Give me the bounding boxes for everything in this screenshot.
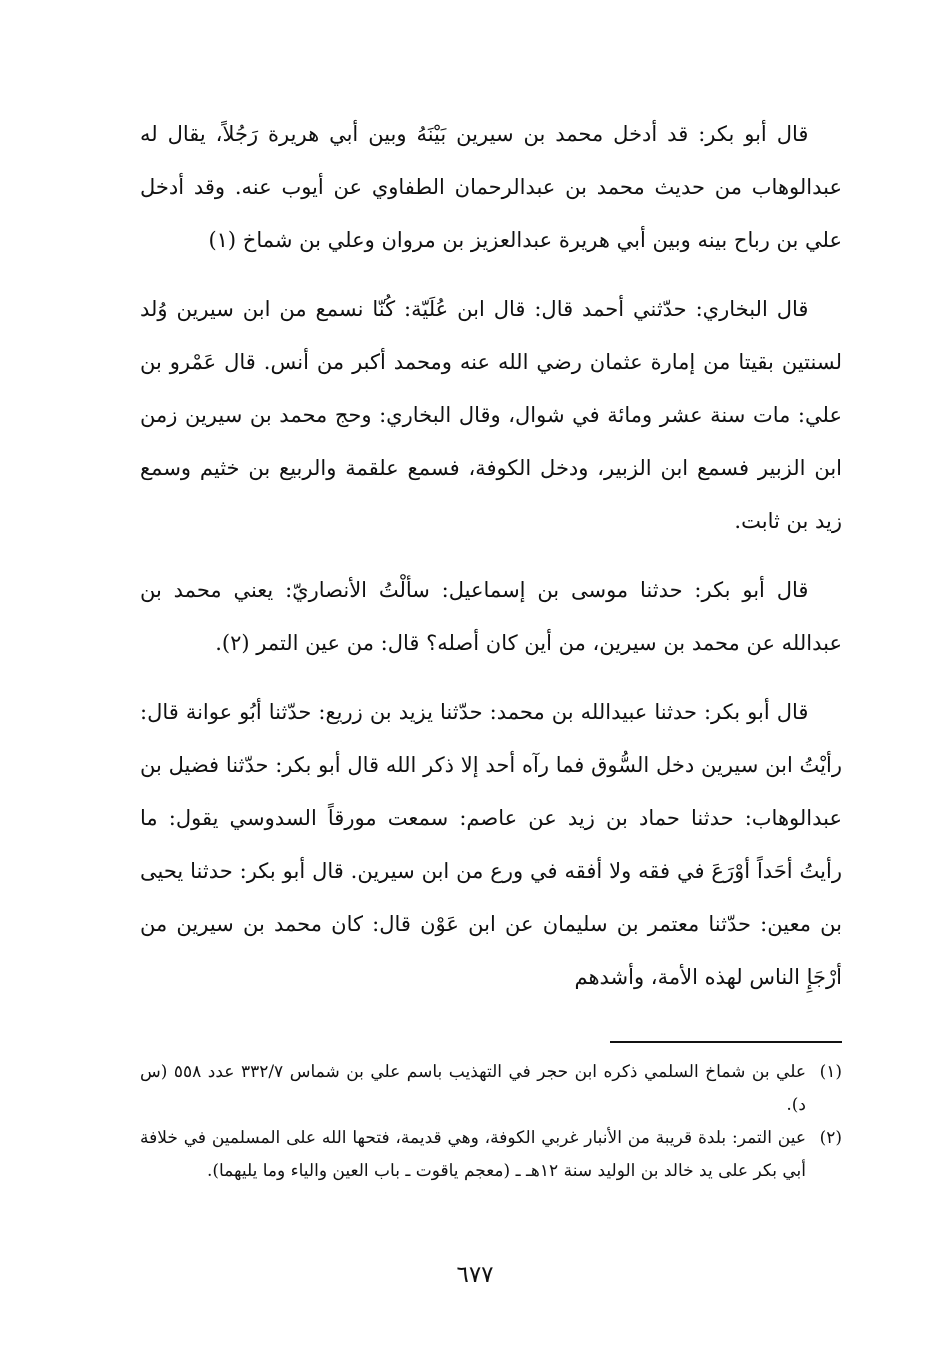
footnote-separator: [610, 1041, 842, 1043]
paragraph-4: قال أبو بكر: حدثنا عبيدالله بن محمد: حدّثنا يزيد بن زريع: حدّثنا أبُو عوانة قال: رأيْتُ ابن سيرين دخل السُّوق فما رآه أحد إلا ذكر الله قال أبو بكر: حدّثنا فضيل بن عبدالوهاب: حدثنا حماد بن زيد عن عاصم: سمعت مورقاً السدوسي يقول: ما رأيتُ أحَداً أوْرَعَ في فقه ولا أفقه في ورع من ابن سيرين. قال أبو بكر: حدثنا يحيى بن معين: حدّثنا معتمر بن سليمان عن ابن عَوْن قال: كان محمد بن سيرين من أرْجَإِ الناس لهذه الأمة، وأشدهم: [140, 700, 842, 989]
footnote-2: [140, 1122, 842, 1188]
page-number: ٦٧٧: [456, 1262, 494, 1288]
footnotes: [140, 1056, 842, 1188]
paragraph-1: قال أبو بكر: قد أدخل محمد بن سيرين بَيْنَهُ وبين أبي هريرة رَجُلاً، يقال له عبدالوهاب من حديث محمد بن عبدالرحمان الطفاوي عن أيوب عنه. وقد أدخل علي بن رباح بينه وبين أبي هريرة عبدالعزيز بن مروان وعلي بن شماخ (١): [140, 122, 842, 252]
main-text: [140, 108, 842, 1004]
footnote-number: (٢): [819, 1128, 842, 1148]
paragraph-2: قال البخاري: حدّثني أحمد قال: قال ابن عُلَيّة: كُنّا نسمع من ابن سيرين وُلد لسنتين بقيتا من إمارة عثمان رضي الله عنه ومحمد أكبر من أنس. قال عَمْرو بن علي: مات سنة عشر ومائة في شوال، وقال البخاري: وحج محمد بن سيرين زمن ابن الزبير فسمع ابن الزبير، ودخل الكوفة، فسمع علقمة والربيع بن خثيم وسمع زيد بن ثابت.: [140, 297, 842, 533]
footnote-1: [140, 1056, 842, 1122]
paragraph-3: قال أبو بكر: حدثنا موسى بن إسماعيل: سألْتُ الأنصاريّ: يعني محمد بن عبدالله عن محمد بن سيرين، من أين كان أصله؟ قال: من عين التمر (٢).: [140, 578, 842, 655]
footnote-number: (١): [819, 1062, 842, 1082]
footnote-text: عين التمر: بلدة قريبة من الأنبار غربي الكوفة، وهي قديمة، فتحها الله على المسلمين في خلافة أبي بكر على يد خالد بن الوليد سنة ١٢هـ ـ (معجم ياقوت ـ باب العين والياء وما يليهما).: [140, 1128, 806, 1181]
footnote-text: علي بن شماخ السلمي ذكره ابن حجر في التهذيب باسم علي بن شماس ٣٣٢/٧ عدد ٥٥٨ (س د).: [140, 1062, 806, 1115]
